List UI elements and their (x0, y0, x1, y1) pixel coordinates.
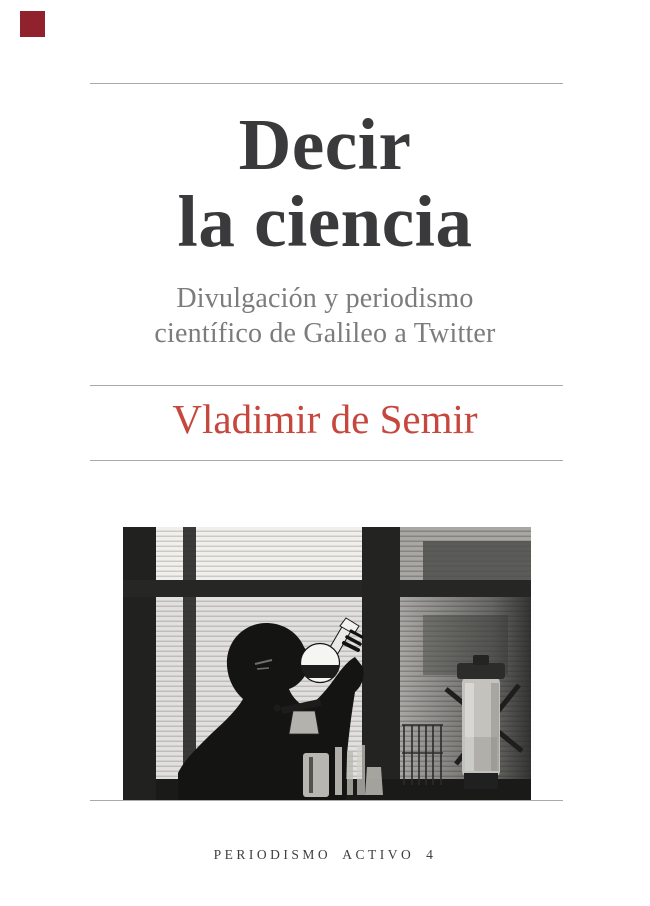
cover-photo (123, 527, 531, 800)
photo-bottom-rule (90, 800, 563, 801)
book-title-line1: Decir (238, 104, 412, 185)
top-rule (90, 83, 563, 84)
series-label: PERIODISMO ACTIVO 4 (213, 847, 437, 862)
author-rule-bottom (90, 460, 563, 461)
book-title-line2: la ciencia (177, 181, 473, 262)
author-name: Vladimir de Semir (172, 396, 478, 442)
author-rule-top (90, 385, 563, 386)
book-subtitle-line1: Divulgación y periodismo (176, 283, 474, 314)
book-title (0, 106, 650, 260)
publisher-mark (20, 11, 45, 37)
book-subtitle-line2: científico de Galileo a Twitter (154, 318, 496, 349)
book-subtitle (0, 281, 650, 351)
